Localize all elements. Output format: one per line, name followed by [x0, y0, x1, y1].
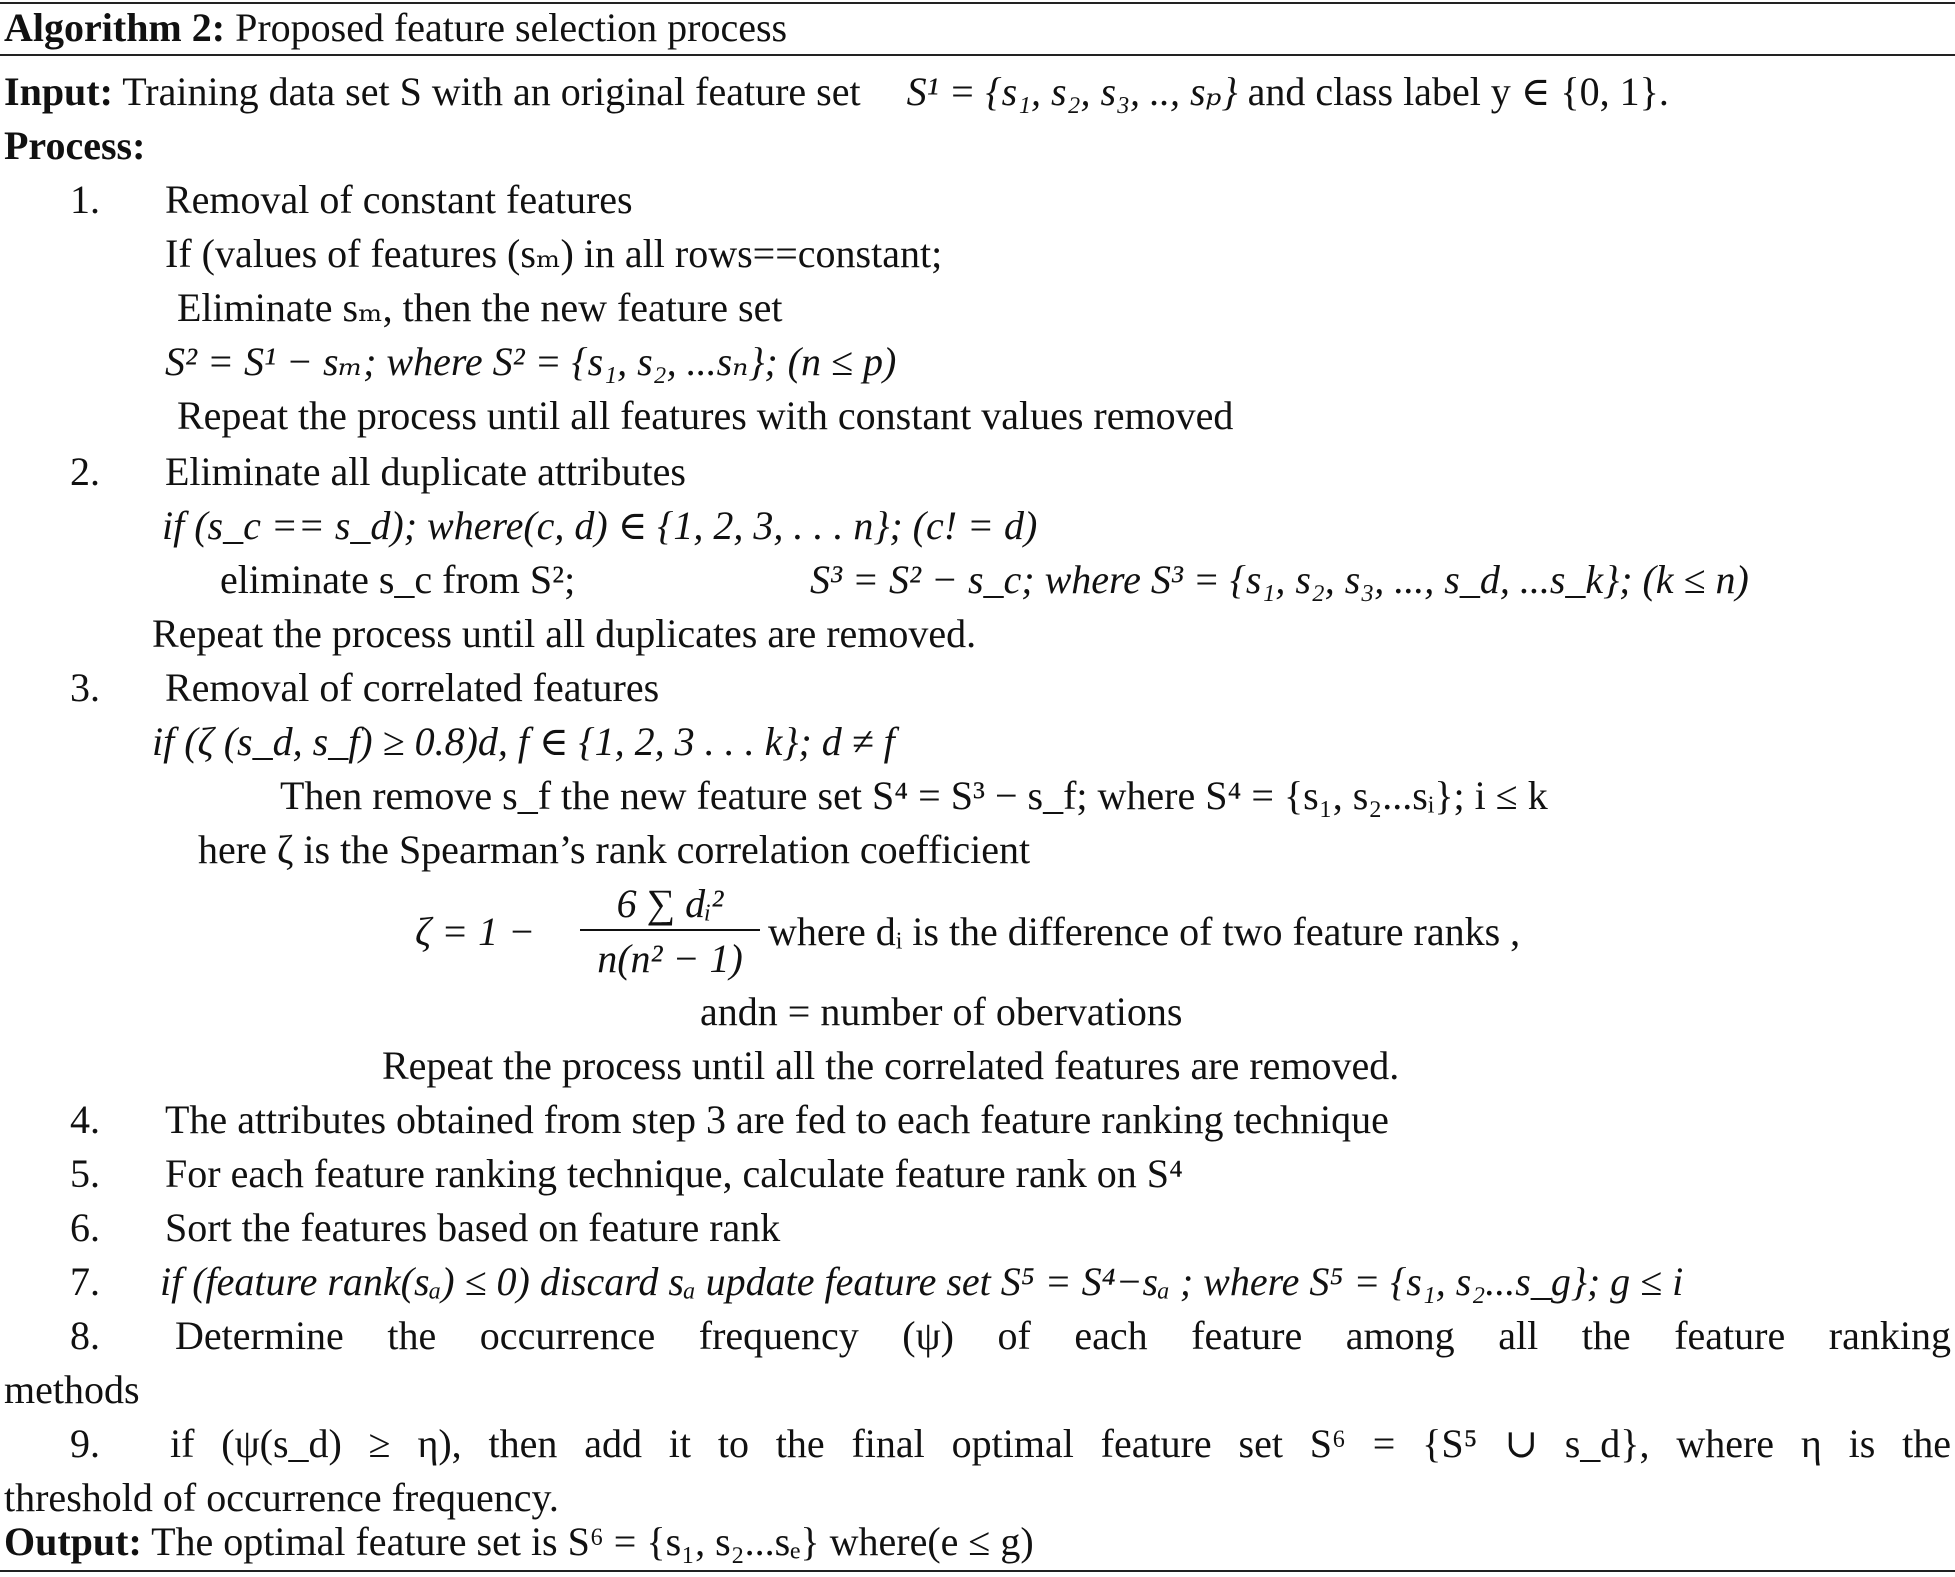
step-number: 6. — [70, 1205, 100, 1250]
formula-denominator: n(n² − 1) — [597, 936, 743, 981]
step-3-remove: Then remove s_f the new feature set S⁴ = S³ − s_f; where S⁴ = {s₁, s₂...sᵢ}; i ≤ k — [280, 773, 1548, 818]
step-number: 3. — [70, 665, 100, 710]
step-8-first-line — [4, 1313, 1951, 1358]
top-rule — [0, 2, 1955, 4]
formula-right: where dᵢ is the difference of two feature ranks , — [768, 909, 1521, 954]
step-9 — [4, 1421, 1951, 1466]
step-title: Removal of correlated features — [165, 665, 660, 710]
algorithm-label: Algorithm 2: — [4, 5, 226, 50]
input-math: S¹ = {s₁, s₂, s₃, .., sₚ} — [906, 69, 1238, 114]
bottom-rule — [0, 1570, 1955, 1572]
step-title: Removal of constant features — [165, 177, 633, 222]
step-3-repeat: Repeat the process until all the correlated features are removed. — [382, 1043, 1400, 1088]
step-2-equation: S³ = S² − s_c; where S³ = {s₁, s₂, s₃, ..., s_d, ...s_k}; (k ≤ n) — [810, 557, 1749, 602]
step-title: Sort the features based on feature rank — [165, 1205, 781, 1250]
input-text: Training data set S with an original feature set — [122, 69, 861, 114]
step-title: Eliminate all duplicate attributes — [165, 449, 686, 494]
output-line — [4, 1519, 1034, 1564]
step-2-eliminate: eliminate s_c from S²; — [220, 557, 576, 602]
input-label: Input: — [4, 69, 113, 114]
input-line — [4, 69, 1669, 114]
step-title: Determine the occurrence frequency (ψ) of each feature among all the feature ranking — [175, 1313, 1951, 1358]
step-1 — [70, 177, 633, 222]
step-number: 7. — [70, 1259, 100, 1304]
step-1-line-4: Repeat the process until all features with constant values removed — [177, 393, 1234, 438]
step-8-continuation: methods — [4, 1367, 140, 1412]
formula-numerator: 6 ∑ dᵢ² — [616, 881, 724, 926]
step-6 — [70, 1205, 781, 1250]
step-title: if (feature rank(sₐ) ≤ 0) discard sₐ update feature set S⁵ = S⁴−sₐ ; where S⁵ = {s₁, s₂...s_g}; g ≤ i — [160, 1259, 1684, 1304]
step-9-continuation: threshold of occurrence frequency. — [4, 1475, 559, 1520]
step-9-first-line — [4, 1421, 1951, 1466]
input-tail: and class label y ∈ {0, 1}. — [1247, 69, 1669, 114]
step-4 — [70, 1097, 1389, 1142]
fraction-bar — [580, 929, 760, 931]
step-number: 8. — [70, 1313, 100, 1358]
formula-fraction — [580, 880, 760, 982]
step-1-equation: S² = S¹ − sₘ; where S² = {s₁, s₂, ...sₙ}; (n ≤ p) — [165, 339, 897, 384]
step-number: 4. — [70, 1097, 100, 1142]
step-title: The attributes obtained from step 3 are fed to each feature ranking technique — [165, 1097, 1389, 1142]
step-title: if (ψ(s_d) ≥ η), then add it to the final optimal feature set S⁶ = {S⁵ ∪ s_d}, where η is the — [170, 1421, 1951, 1466]
algorithm-title — [4, 5, 788, 50]
step-2-condition: if (s_c == s_d); where(c, d) ∈ {1, 2, 3, . . . n}; (c! = d) — [162, 503, 1038, 548]
step-1-line-2: Eliminate sₘ, then the new feature set — [177, 285, 783, 330]
step-number: 5. — [70, 1151, 100, 1196]
output-label: Output: — [4, 1519, 142, 1564]
step-3 — [70, 665, 660, 710]
formula-left: ζ = 1 − — [415, 909, 536, 954]
output-text: The optimal feature set is S⁶ = {s₁, s₂...sₑ} where(e ≤ g) — [151, 1519, 1034, 1564]
step-2-repeat: Repeat the process until all duplicates are removed. — [152, 611, 977, 656]
step-3-condition: if (ζ (s_d, s_f) ≥ 0.8)d, f ∈ {1, 2, 3 . . . k}; d ≠ f — [152, 719, 895, 764]
step-title: For each feature ranking technique, calculate feature rank on S⁴ — [165, 1151, 1183, 1196]
step-2 — [70, 449, 686, 494]
step-3-spearman: here ζ is the Spearman’s rank correlation coefficient — [198, 827, 1031, 872]
formula-definition: andn = number of obervations — [700, 989, 1183, 1034]
step-number: 9. — [70, 1421, 100, 1466]
step-7 — [70, 1259, 1684, 1304]
step-number: 1. — [70, 177, 100, 222]
process-label: Process: — [4, 123, 146, 168]
algorithm-title-text: Proposed feature selection process — [235, 5, 788, 50]
step-number: 2. — [70, 449, 100, 494]
step-8 — [4, 1313, 1951, 1358]
header-rule — [0, 54, 1955, 56]
step-1-line-1: If (values of features (sₘ) in all rows==constant; — [165, 231, 943, 276]
step-5 — [70, 1151, 1183, 1196]
